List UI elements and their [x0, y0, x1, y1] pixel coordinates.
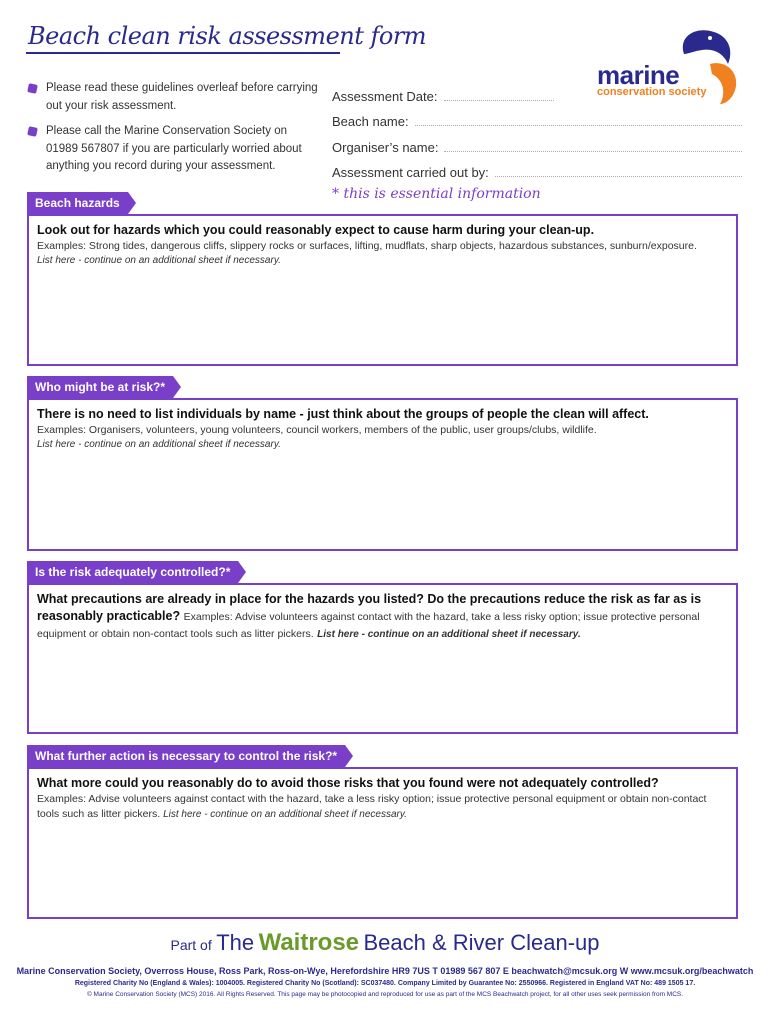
beach-hazards-examples: Examples: Strong tides, dangerous cliffs, slippery rocks or surfaces, lifting, mudflats, sharp objects, hazardous substances, sunburn/exposure.	[37, 240, 697, 252]
beach-hazards-box[interactable]	[27, 214, 738, 366]
risk-controlled-heading	[37, 591, 728, 642]
essential-note: * this is essential information	[332, 186, 541, 202]
beach-hazards-heading: Look out for hazards which you could reasonably expect to cause harm during your clean-up.	[37, 223, 595, 237]
assessment-date-line[interactable]	[444, 100, 554, 101]
bullet-icon	[27, 83, 38, 94]
further-action-examples	[37, 792, 728, 822]
organiser-name-label: Organiser’s name:	[332, 139, 439, 155]
tab-beach-hazards: Beach hazards	[27, 192, 128, 214]
footer-address: Marine Conservation Society, Overross House, Ross Park, Ross-on-Wye, Herefordshire HR9 7US T 01989 567 807 E beachwatch@mcsuk.org W www.mcsuk.org/beachwatch	[16, 966, 754, 976]
carried-out-by-field[interactable]	[332, 155, 742, 181]
part-of-rest: Beach & River Clean-up	[363, 930, 600, 955]
logo-word-marine: marine	[597, 60, 680, 90]
organiser-name-field[interactable]	[332, 129, 742, 155]
organiser-name-line[interactable]	[444, 151, 742, 152]
part-of-banner	[0, 929, 770, 957]
guideline-text: Please read these guidelines overleaf before carrying out your risk assessment.	[46, 82, 318, 112]
assessment-date-label: Assessment Date:	[332, 88, 438, 104]
tab-further-action: What further action is necessary to control the risk?*	[27, 745, 345, 767]
who-at-risk-box[interactable]	[27, 398, 738, 551]
risk-controlled-examples: Examples: Advise volunteers against contact with the hazard, take a less risky option; issue protective personal equipment or obtain non-contact tools such as litter pickers.	[37, 611, 700, 640]
guideline-text: Please call the Marine Conservation Society on 01989 567807 if you are particularly worried about anything you record during your assessment.	[46, 125, 302, 172]
carried-out-by-label: Assessment carried out by:	[332, 165, 489, 180]
further-action-list-note: List here - continue on an additional sheet if necessary.	[163, 809, 407, 820]
assessment-fields	[332, 78, 742, 180]
beach-name-line[interactable]	[415, 125, 742, 126]
risk-controlled-box[interactable]	[27, 583, 738, 734]
guideline-item	[28, 80, 318, 115]
carried-out-by-line[interactable]	[495, 176, 742, 177]
title-underline	[26, 52, 340, 54]
beach-hazards-list-note: List here - continue on an additional sheet if necessary.	[37, 255, 281, 266]
risk-controlled-list-note: List here - continue on an additional sheet if necessary.	[317, 629, 581, 640]
guidelines	[28, 80, 318, 184]
who-at-risk-examples: Examples: Organisers, volunteers, young volunteers, council workers, members of the public, user groups/clubs, wildlife.	[37, 424, 597, 436]
further-action-box[interactable]	[27, 767, 738, 919]
further-action-examples-text: Examples: Advise volunteers against contact with the hazard, take a less risky option; issue protective personal equipment or obtain non-contact tools such as litter pickers.	[37, 793, 707, 820]
bullet-icon	[27, 126, 38, 137]
logo-word-conservation: conservation society	[597, 86, 707, 98]
footer-registration: Registered Charity No (England & Wales): 1004005. Registered Charity No (Scotland): SC037480. Company Limited by Guarantee No: 2550966. Registered in England VAT No: 489 1505 17.	[74, 980, 696, 987]
beach-name-label: Beach name:	[332, 114, 409, 129]
assessment-date-field[interactable]	[332, 78, 742, 104]
form-title: Beach clean risk assessment form	[28, 22, 427, 50]
waitrose-logo: Waitrose	[258, 929, 360, 956]
tab-risk-controlled: Is the risk adequately controlled?*	[27, 561, 238, 583]
tab-who-at-risk: Who might be at risk?*	[27, 376, 173, 398]
footer-copyright: © Marine Conservation Society (MCS) 2016. All Rights Reserved. This page may be photocopied and reproduced for use as part of the MCS Beachwatch project, for all other uses seek permission from MCS.	[86, 991, 684, 998]
guideline-item	[28, 123, 318, 176]
part-of-prefix: Part of	[170, 937, 212, 953]
further-action-heading: What more could you reasonably do to avoid those risks that you found were not adequately controlled?	[37, 776, 659, 790]
risk-controlled-question: What precautions are already in place for the hazards you listed? Do the precautions reduce the risk as far as is reasonably practicable?	[37, 592, 702, 623]
beach-name-field[interactable]	[332, 104, 742, 130]
who-at-risk-heading: There is no need to list individuals by name - just think about the groups of people the clean will affect.	[37, 407, 649, 421]
part-of-the: The	[216, 930, 255, 955]
who-at-risk-list-note: List here - continue on an additional sheet if necessary.	[37, 439, 281, 450]
